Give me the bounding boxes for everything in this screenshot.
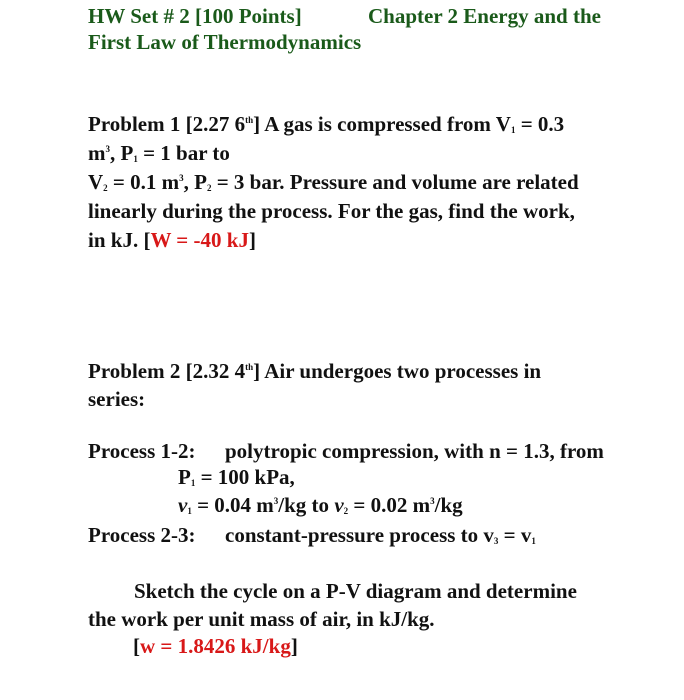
problem1-line2: $m^3$, $P_1 = 1$ bar to [88, 141, 230, 165]
sketch-line1: Sketch the cycle on a P-V diagram and determine [134, 579, 577, 603]
problem1-answer: W = -40 kJ [150, 228, 249, 252]
process12-label: Process 1-2: [88, 439, 196, 463]
process12-text: polytropic compression, with n = 1.3, from [225, 439, 604, 463]
process23-text: constant-pressure process to $v_3 = v_1$ [225, 523, 536, 547]
process12-p1: $P_1 = 100$ kPa, [178, 465, 295, 489]
problem2-answer-line: [w = 1.8426 kJ/kg] [133, 634, 298, 658]
problem1-line5: in kJ. [W = -40 kJ] [88, 228, 256, 252]
process23-label: Process 2-3: [88, 523, 196, 547]
hw-set-title: HW Set # 2 [100 Points] [88, 4, 302, 28]
problem1-line3: $V_2 = 0.1$ $m^3$, $P_2 = 3$ bar. Pressure and volume are related [88, 170, 579, 194]
problem2-line1: Problem 2 [2.32 4th] Air undergoes two processes in [88, 359, 542, 383]
process12-volumes: $v_1 = 0.04$ $m^3/kg$ to $v_2 = 0.02$ $m^3/kg$ [178, 493, 463, 517]
chapter-title: Chapter 2 Energy and the [368, 4, 601, 28]
problem1-line1: Problem 1 [2.27 6th] A gas is compressed from $V_1 = 0.3$ [88, 112, 565, 136]
sketch-line2: the work per unit mass of air, in kJ/kg. [88, 607, 435, 631]
problem2-line2: series: [88, 387, 146, 411]
problem1-line4: linearly during the process. For the gas, find the work, [88, 199, 575, 223]
problem2-answer: w = 1.8426 kJ/kg [140, 634, 291, 658]
chapter-title-cont: First Law of Thermodynamics [88, 30, 362, 54]
